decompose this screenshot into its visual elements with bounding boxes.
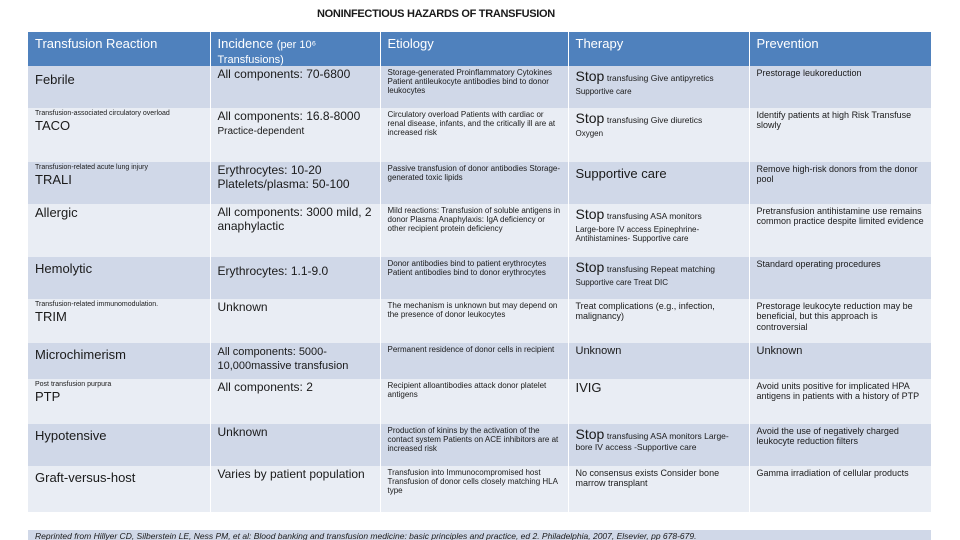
cell-etiology: Circulatory overload Patients with cardiac or renal disease, infants, and the critically ill are at increased risk — [380, 108, 568, 162]
cell-incidence — [210, 343, 380, 379]
header-therapy: Therapy — [568, 32, 749, 66]
cell-prevention: Prestorage leukoreduction — [749, 66, 931, 108]
header-incidence-sub: (per 10⁶ Transfusions) — [217, 39, 317, 66]
cell-therapy — [568, 466, 749, 512]
reaction-fullname: Transfusion-related acute lung injury — [35, 164, 148, 171]
cell-therapy — [568, 299, 749, 343]
reaction-fullname: Transfusion-associated circulatory overload — [35, 110, 170, 117]
cell-etiology: Production of kinins by the activation of the contact system Patients on ACE inhibitors are at increased risk — [380, 424, 568, 466]
cell-therapy — [568, 162, 749, 204]
cell-etiology: Permanent residence of donor cells in recipient — [380, 343, 568, 379]
therapy-text: No consensus exists Consider bone marrow transplant — [575, 468, 720, 489]
header-reaction: Transfusion Reaction — [28, 32, 210, 66]
cell-prevention: Remove high-risk donors from the donor pool — [749, 162, 931, 204]
cell-therapy — [568, 379, 749, 424]
cell-reaction — [28, 257, 210, 299]
cell-reaction — [28, 299, 210, 343]
citation-text: Reprinted from Hillyer CD, Silberstein LE, Ness PM, et al: Blood banking and transfusion medicine: basic principles and practice, ed 2. Philadelphia, 2007, Elsevier, pp 678-679. — [35, 531, 697, 540]
reaction-fullname: Post transfusion purpura — [35, 381, 112, 388]
cell-reaction — [28, 343, 210, 379]
cell-therapy — [568, 204, 749, 257]
header-incidence-label: Incidence — [217, 36, 274, 51]
cell-etiology: The mechanism is unknown but may depend on the presence of donor leukocytes — [380, 299, 568, 343]
reaction-name: Febrile — [35, 72, 75, 87]
table-row — [28, 257, 931, 299]
therapy-line2: Supportive care — [575, 87, 632, 97]
therapy-line2: Oxygen — [575, 129, 604, 139]
cell-therapy — [568, 108, 749, 162]
therapy-stop: Stop — [575, 206, 605, 222]
cell-reaction — [28, 66, 210, 108]
cell-prevention: Gamma irradiation of cellular products — [749, 466, 931, 512]
page-title: NONINFECTIOUS HAZARDS OF TRANSFUSION — [317, 8, 555, 20]
therapy-text: Treat complications (e.g., infection, malignancy) — [575, 301, 715, 322]
cell-etiology: Donor antibodies bind to patient erythrocytes Patient antibodies bind to donor erythrocytes — [380, 257, 568, 299]
cell-prevention: Pretransfusion antihistamine use remains common practice despite limited evidence — [749, 204, 931, 257]
therapy-text: transfusing ASA monitors — [606, 211, 702, 221]
cell-incidence: All components: 70-6800 — [210, 66, 380, 108]
cell-incidence: All components: 3000 mild, 2 anaphylactic — [210, 204, 380, 257]
cell-therapy — [568, 66, 749, 108]
therapy-text: transfusing Give diuretics — [606, 115, 703, 125]
hazards-table — [28, 32, 932, 512]
cell-incidence: Varies by patient population — [210, 466, 380, 512]
reaction-name: PTP — [35, 389, 61, 405]
therapy-stop: Stop — [575, 110, 605, 126]
therapy-line2: Large-bore IV access Epinephrine- Antihistamines- Supportive care — [575, 225, 700, 244]
table-row — [28, 299, 931, 343]
cell-therapy — [568, 343, 749, 379]
cell-incidence — [210, 257, 380, 299]
cell-prevention: Standard operating procedures — [749, 257, 931, 299]
incidence-value: Erythrocytes: 1.1-9.0 — [217, 264, 329, 278]
header-etiology: Etiology — [380, 32, 568, 66]
therapy-stop: Stop — [575, 426, 605, 442]
therapy-text: transfusing Give antipyretics — [606, 73, 714, 83]
table-row — [28, 66, 931, 108]
reaction-name: Graft-versus-host — [35, 470, 136, 485]
reaction-name: Microchimerism — [35, 347, 126, 362]
table-row — [28, 204, 931, 257]
cell-incidence: Erythrocytes: 10-20 Platelets/plasma: 50-100 — [210, 162, 380, 204]
header-incidence — [210, 32, 380, 66]
cell-reaction — [28, 162, 210, 204]
table-header-row — [28, 32, 931, 66]
cell-reaction — [28, 466, 210, 512]
cell-prevention: Avoid the use of negatively charged leukocyte reduction filters — [749, 424, 931, 466]
cell-reaction — [28, 379, 210, 424]
cell-reaction — [28, 108, 210, 162]
reaction-name: TRALI — [35, 172, 72, 188]
cell-prevention: Identify patients at high Risk Transfuse slowly — [749, 108, 931, 162]
cell-incidence: Unknown — [210, 299, 380, 343]
reaction-name: TRIM — [35, 309, 67, 325]
citation-footer — [28, 530, 931, 540]
cell-etiology: Transfusion into Immunocompromised host Transfusion of donor cells closely matching HLA type — [380, 466, 568, 512]
reaction-fullname: Transfusion-related immunomodulation. — [35, 301, 159, 308]
cell-etiology: Passive transfusion of donor antibodies Storage-generated toxic lipids — [380, 162, 568, 204]
cell-reaction — [28, 204, 210, 257]
cell-therapy — [568, 257, 749, 299]
therapy-text: transfusing Repeat matching — [606, 264, 716, 274]
therapy-text: transfusing ASA monitors Large-bore IV access -Supportive care — [575, 431, 729, 453]
cell-incidence: Unknown — [210, 424, 380, 466]
table-row — [28, 108, 931, 162]
incidence-note: Practice-dependent — [217, 125, 305, 137]
therapy-text: Supportive care — [575, 166, 667, 181]
therapy-stop: Stop — [575, 68, 605, 84]
therapy-text: IVIG — [575, 380, 602, 395]
cell-prevention: Unknown — [749, 343, 931, 379]
table-row — [28, 379, 931, 424]
reaction-name: TACO — [35, 118, 71, 134]
cell-incidence — [210, 108, 380, 162]
cell-prevention: Prestorage leukocyte reduction may be beneficial, but this approach is controversial — [749, 299, 931, 343]
table-row — [28, 466, 931, 512]
reaction-name: Hypotensive — [35, 428, 107, 443]
incidence-value: All components: 5000-10,000massive transfusion — [217, 346, 349, 372]
therapy-stop: Stop — [575, 259, 605, 275]
cell-reaction — [28, 424, 210, 466]
cell-therapy — [568, 424, 749, 466]
therapy-line2: Supportive care Treat DIC — [575, 278, 668, 288]
reaction-name: Hemolytic — [35, 261, 93, 276]
cell-etiology: Recipient alloantibodies attack donor platelet antigens — [380, 379, 568, 424]
cell-incidence: All components: 2 — [210, 379, 380, 424]
table-row — [28, 162, 931, 204]
cell-etiology: Mild reactions: Transfusion of soluble antigens in donor Plasma Anaphylaxis: IgA deficiency or other recipient protein deficiency — [380, 204, 568, 257]
table-row — [28, 424, 931, 466]
therapy-text: Unknown — [575, 345, 622, 357]
cell-etiology: Storage-generated Proinflammatory Cytokines Patient antileukocyte antibodies bind to donor leukocytes — [380, 66, 568, 108]
reaction-name: Allergic — [35, 205, 78, 220]
header-prevention: Prevention — [749, 32, 931, 66]
cell-prevention: Avoid units positive for implicated HPA antigens in patients with a history of PTP — [749, 379, 931, 424]
table-row — [28, 343, 931, 379]
incidence-value: All components: 16.8-8000 — [217, 109, 361, 123]
